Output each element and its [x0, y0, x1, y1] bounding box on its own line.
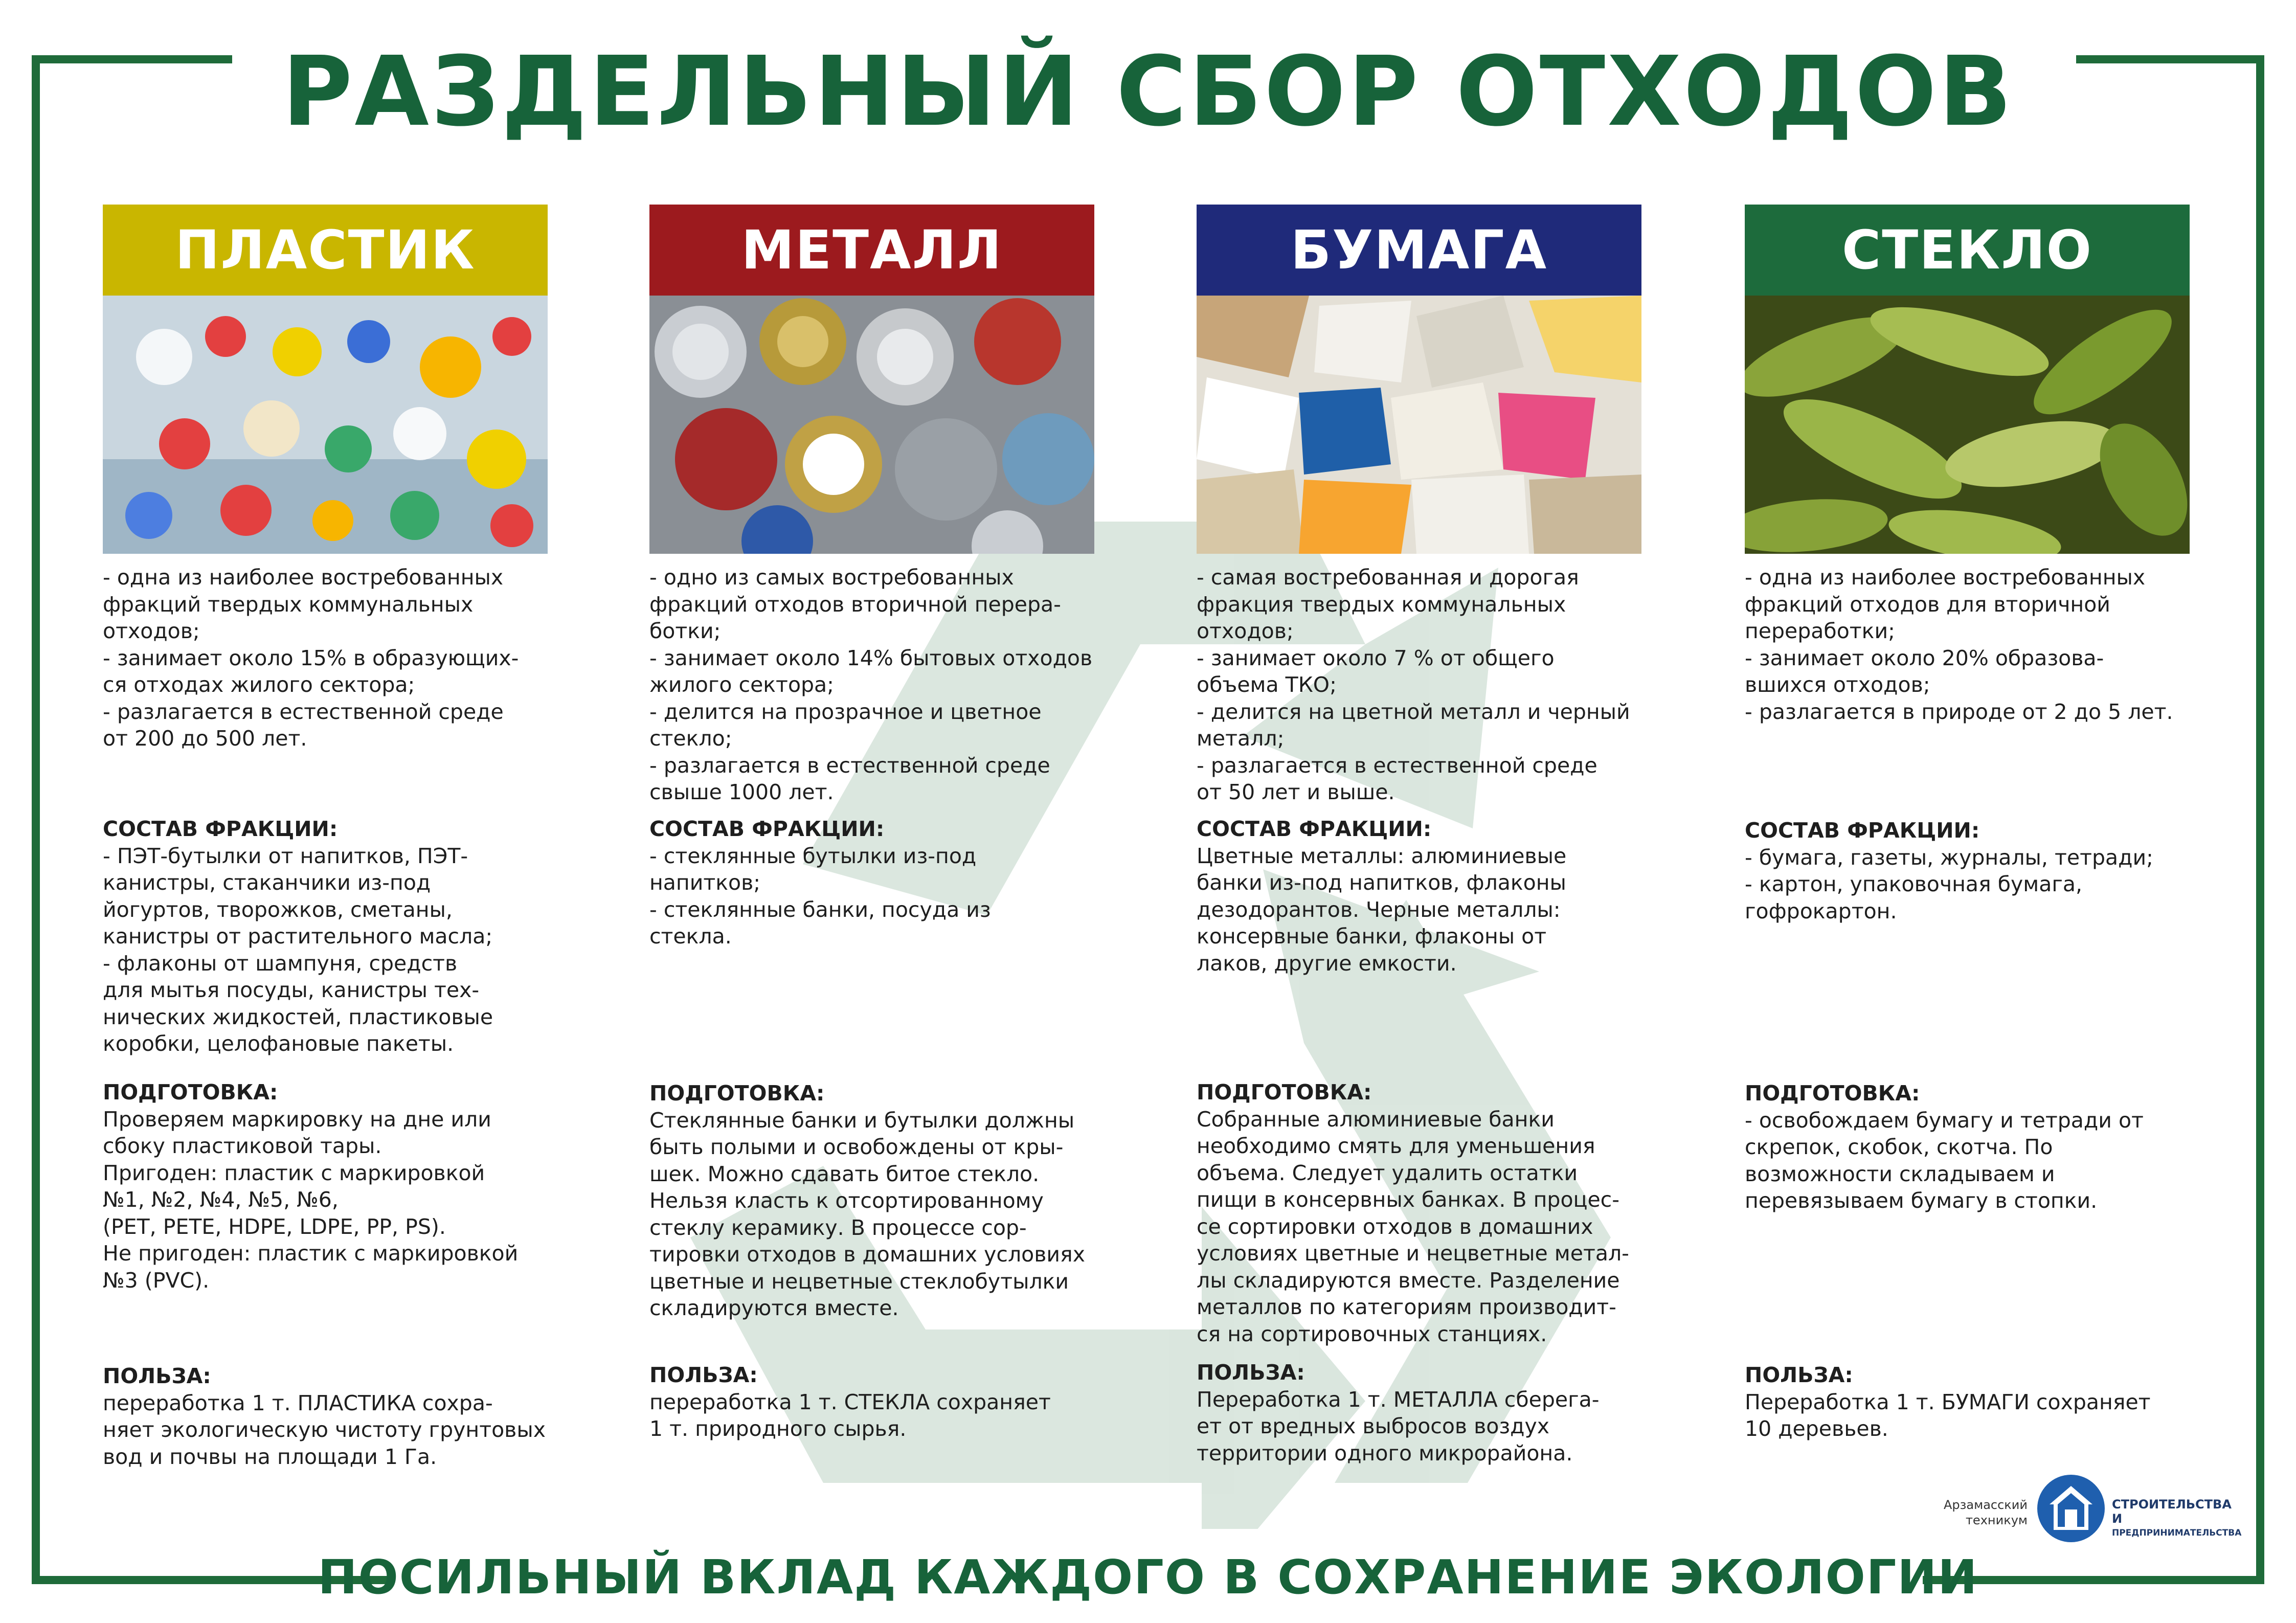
glass-description: [1745, 564, 2200, 725]
text-line: нических жидкостей, пластиковые: [103, 1004, 493, 1029]
text-line: - занимает около 14% бытовых отходов: [649, 645, 1093, 670]
logo-text-line: Арзамасский: [1943, 1498, 2028, 1512]
paper-benefit: [1197, 1359, 1652, 1467]
house-emblem-icon: [2035, 1473, 2107, 1544]
text-line: Проверяем маркировку на дне или: [103, 1107, 491, 1132]
text-line: - делится на цветной металл и черный: [1197, 699, 1630, 724]
text-line: лаков, другие емкости.: [1197, 951, 1457, 976]
text-line: отходов;: [103, 619, 200, 643]
text-line: коробки, целофановые пакеты.: [103, 1031, 454, 1056]
text-line: консервные банки, флаконы от: [1197, 924, 1547, 949]
text-line: - самая востребованная и дорогая: [1197, 565, 1579, 590]
text-line: территории одного микрорайона.: [1197, 1440, 1573, 1466]
frame-left: [32, 55, 40, 1584]
section-heading: ПОДГОТОВКА:: [649, 1081, 825, 1106]
plastic-preparation: [103, 1079, 558, 1294]
text-line: (PET, PETE, HDPE, LDPE, PP, PS).: [103, 1214, 446, 1239]
logo-text-line: техникум: [1965, 1513, 2028, 1527]
column-title: МЕТАЛЛ: [741, 219, 1003, 281]
logo-text-line: ПРЕДПРИНИМАТЕЛЬСТВА: [2112, 1528, 2242, 1538]
frame-right: [2256, 55, 2264, 1584]
metal-composition: [649, 816, 1105, 950]
text-line: - освобождаем бумагу и тетради от: [1745, 1108, 2144, 1133]
text-line: дезодорантов. Черные металлы:: [1197, 897, 1561, 922]
column-header-metal: [649, 205, 1094, 296]
text-line: Собранные алюминиевые банки: [1197, 1107, 1555, 1132]
paper-preparation: [1197, 1079, 1652, 1347]
section-heading: ПОДГОТОВКА:: [1197, 1080, 1372, 1104]
text-line: ся на сортировочных станциях.: [1197, 1321, 1547, 1346]
text-line: - разлагается в естественной среде: [103, 699, 504, 724]
text-line: банки из-под напитков, флаконы: [1197, 870, 1566, 895]
section-heading: СОСТАВ ФРАКЦИИ:: [103, 817, 338, 841]
column-title: СТЕКЛО: [1841, 219, 2093, 281]
text-line: переработка 1 т. СТЕКЛА сохраняет: [649, 1389, 1051, 1414]
text-line: - ПЭТ-бутылки от напитков, ПЭТ-: [103, 843, 468, 868]
plastic-waste-photo: [103, 296, 548, 554]
column-header-plastic: [103, 205, 548, 296]
logo-text-line: СТРОИТЕЛЬСТВА И: [2112, 1497, 2232, 1526]
text-line: стеклу керамику. В процессе сор-: [649, 1215, 1027, 1240]
text-line: от 50 лет и выше.: [1197, 780, 1395, 804]
metal-cans-photo: [649, 296, 1094, 554]
text-line: перевязываем бумагу в стопки.: [1745, 1188, 2098, 1213]
column-glass: [1745, 205, 2190, 1441]
text-line: - одно из самых востребованных: [649, 565, 1014, 590]
text-line: жилого сектора;: [649, 672, 834, 697]
text-line: свыше 1000 лет.: [649, 780, 834, 804]
text-line: лы складируются вместе. Разделение: [1197, 1268, 1620, 1293]
text-line: стекло;: [649, 726, 732, 751]
glass-composition: [1745, 817, 2200, 925]
section-heading: СОСТАВ ФРАКЦИИ:: [649, 817, 885, 841]
text-line: переработки;: [1745, 619, 1895, 643]
text-line: стекла.: [649, 924, 732, 949]
text-line: - одна из наиболее востребованных: [1745, 565, 2146, 590]
text-line: се сортировки отходов в домашних: [1197, 1214, 1593, 1239]
glass-preparation: [1745, 1080, 2200, 1214]
text-line: - бумага, газеты, журналы, тетради;: [1745, 845, 2153, 870]
text-line: пищи в консервных банках. В процес-: [1197, 1187, 1620, 1212]
metal-description: [649, 564, 1105, 806]
text-line: ся отходах жилого сектора;: [103, 672, 415, 697]
text-line: Переработка 1 т. БУМАГИ сохраняет: [1745, 1389, 2151, 1414]
text-line: - стеклянные бутылки из-под: [649, 843, 977, 868]
metal-benefit: [649, 1362, 1105, 1442]
plastic-composition: [103, 816, 558, 1057]
text-line: возможности складываем и: [1745, 1161, 2055, 1186]
text-line: фракций твердых коммунальных: [103, 592, 474, 617]
text-line: Не пригоден: пластик с маркировкой: [103, 1241, 519, 1266]
text-line: быть полыми и освобождены от кры-: [649, 1135, 1064, 1159]
text-line: для мытья посуды, канистры тех-: [103, 978, 480, 1002]
text-line: Цветные металлы: алюминиевые: [1197, 843, 1567, 868]
text-line: металлов по категориям производит-: [1197, 1295, 1616, 1319]
text-line: - занимает около 7 % от общего: [1197, 645, 1555, 670]
text-line: фракций отходов вторичной перера-: [649, 592, 1061, 617]
text-line: от 200 до 500 лет.: [103, 726, 307, 751]
text-line: Нельзя класть к отсортированному: [649, 1188, 1044, 1213]
column-title: ПЛАСТИК: [175, 219, 476, 281]
paper-waste-photo: [1197, 296, 1641, 554]
text-line: - картон, упаковочная бумага,: [1745, 872, 2083, 896]
text-line: Переработка 1 т. МЕТАЛЛА сберега-: [1197, 1387, 1600, 1412]
text-line: складируются вместе.: [649, 1296, 899, 1320]
section-heading: СОСТАВ ФРАКЦИИ:: [1745, 818, 1980, 843]
text-line: отходов;: [1197, 619, 1294, 643]
section-heading: ПОЛЬЗА:: [1197, 1360, 1305, 1385]
text-line: №3 (PVC).: [103, 1268, 210, 1293]
text-line: условиях цветные и нецветные метал-: [1197, 1241, 1629, 1266]
glass-benefit: [1745, 1362, 2200, 1442]
footer-slogan: ПОСИЛЬНЫЙ ВКЛАД КАЖДОГО В СОХРАНЕНИЕ ЭКОЛОГИИ: [318, 1550, 1978, 1605]
logo-right-text: [2112, 1497, 2245, 1540]
text-line: ботки;: [649, 619, 721, 643]
text-line: - флаконы от шампуня, средств: [103, 951, 458, 976]
plastic-description: [103, 564, 558, 752]
paper-description: [1197, 564, 1652, 806]
section-heading: ПОДГОТОВКА:: [1745, 1081, 1920, 1106]
text-line: - занимает около 20% образова-: [1745, 645, 2104, 670]
column-header-glass: [1745, 205, 2190, 296]
text-line: объема. Следует удалить остатки: [1197, 1160, 1578, 1185]
text-line: шек. Можно сдавать битое стекло.: [649, 1161, 1040, 1186]
column-header-paper: [1197, 205, 1641, 296]
text-line: объема ТКО;: [1197, 672, 1337, 697]
text-line: переработка 1 т. ПЛАСТИКА сохра-: [103, 1390, 493, 1415]
column-title: БУМАГА: [1290, 219, 1548, 281]
text-line: фракция твердых коммунальных: [1197, 592, 1566, 617]
text-line: 1 т. природного сырья.: [649, 1416, 907, 1441]
text-line: фракций отходов для вторичной: [1745, 592, 2110, 617]
text-line: сбоку пластиковой тары.: [103, 1134, 382, 1158]
text-line: гофрокартон.: [1745, 898, 1897, 923]
paper-composition: [1197, 816, 1652, 977]
section-heading: ПОДГОТОВКА:: [103, 1080, 278, 1104]
text-line: Стеклянные банки и бутылки должны: [649, 1108, 1075, 1133]
college-logo: [1933, 1473, 2240, 1549]
text-line: йогуртов, творожков, сметаны,: [103, 897, 453, 922]
text-line: - разлагается в естественной среде: [649, 753, 1050, 778]
text-line: вод и почвы на площади 1 Га.: [103, 1444, 437, 1469]
text-line: тировки отходов в домашних условиях: [649, 1242, 1085, 1267]
text-line: - разлагается в природе от 2 до 5 лет.: [1745, 699, 2173, 724]
text-line: ет от вредных выбросов воздух: [1197, 1414, 1550, 1438]
text-line: канистры, стаканчики из-под: [103, 870, 431, 895]
text-line: - разлагается в естественной среде: [1197, 753, 1597, 778]
metal-preparation: [649, 1080, 1105, 1322]
text-line: - делится на прозрачное и цветное: [649, 699, 1042, 724]
plastic-benefit: [103, 1363, 558, 1470]
text-line: канистры от растительного масла;: [103, 924, 493, 949]
text-line: вшихся отходов;: [1745, 672, 1930, 697]
text-line: напитков;: [649, 870, 761, 895]
section-heading: ПОЛЬЗА:: [103, 1364, 211, 1388]
column-paper: [1197, 205, 1641, 1466]
logo-left-text: [1933, 1497, 2028, 1528]
text-line: - занимает около 15% в образующих-: [103, 645, 519, 670]
text-line: 10 деревьев.: [1745, 1416, 1888, 1441]
section-heading: СОСТАВ ФРАКЦИИ:: [1197, 817, 1432, 841]
text-line: металл;: [1197, 726, 1285, 751]
text-line: необходимо смять для уменьшения: [1197, 1134, 1595, 1158]
page-title: РАЗДЕЛЬНЫЙ СБОР ОТХОДОВ: [282, 36, 2014, 148]
section-heading: ПОЛЬЗА:: [649, 1363, 758, 1387]
column-metal: [649, 205, 1094, 1441]
text-line: няет экологическую чистоту грунтовых: [103, 1417, 546, 1442]
text-line: цветные и нецветные стеклобутылки: [649, 1269, 1069, 1294]
text-line: скрепок, скобок, скотча. По: [1745, 1135, 2053, 1159]
text-line: - стеклянные банки, посуда из: [649, 897, 991, 922]
section-heading: ПОЛЬЗА:: [1745, 1363, 1853, 1387]
text-line: - одна из наиболее востребованных: [103, 565, 504, 590]
text-line: №1, №2, №4, №5, №6,: [103, 1187, 339, 1212]
column-plastic: [103, 205, 548, 1469]
glass-bottles-photo: [1745, 296, 2190, 554]
text-line: Пригоден: пластик с маркировкой: [103, 1160, 485, 1185]
